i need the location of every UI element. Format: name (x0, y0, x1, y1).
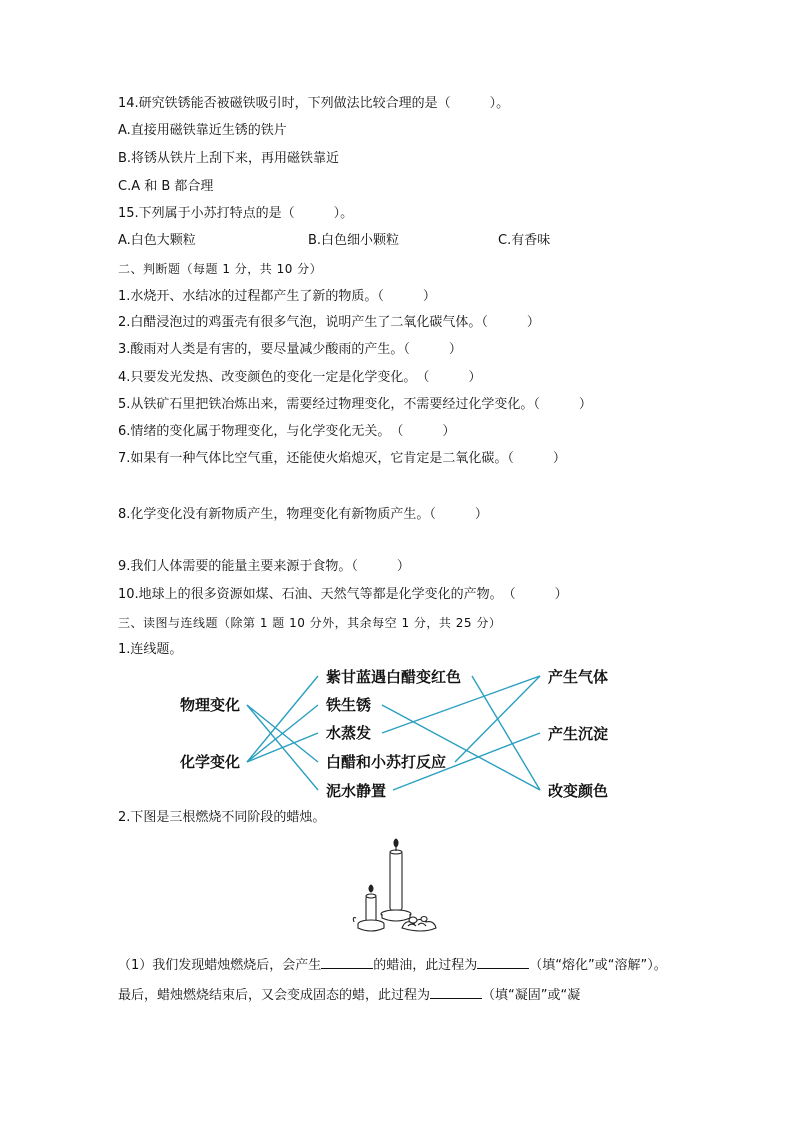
middle-label-3: 水蒸发 (326, 724, 372, 742)
candle-text-4: （填“凝固”或“凝 (482, 988, 581, 1003)
candles-illustration (352, 836, 442, 936)
question-15-option-a: A.白色大颗粒 (118, 233, 196, 248)
line-chemical-to-item3 (247, 733, 318, 762)
question-14-option-c: C.A 和 B 都合理 (118, 179, 214, 194)
question-14-option-b: B.将锈从铁片上刮下来，再用磁铁靠近 (118, 151, 340, 166)
middle-label-4: 白醋和小苏打反应 (326, 753, 447, 771)
candle-text-2: 的蜡油，此过程为 (373, 958, 478, 973)
candle-question-2-part-1 (118, 951, 678, 1011)
judge-item-1: 1.水烧开、水结冰的过程都产生了新的物质。（ ） (118, 289, 436, 304)
section-diagram-heading: 三、读图与连线题（除第 1 题 10 分外，其余每空 1 分，共 25 分） (118, 616, 502, 630)
judge-item-6: 6.情绪的变化属于物理变化，与化学变化无关。 （ ） (118, 424, 456, 439)
judge-item-7: 7.如果有一种气体比空气重，还能使火焰熄灭，它肯定是二氧化碳。（ ） (118, 451, 566, 466)
section-judge-heading: 二、判断题（每题 1 分，共 10 分） (118, 262, 323, 276)
diagram-question-1: 1.连线题。 (118, 642, 183, 657)
right-label-color: 改变颜色 (548, 782, 609, 800)
question-14-stem: 14.研究铁锈能否被磁铁吸引时，下列做法比较合理的是（ ）。 (118, 96, 510, 111)
left-label-chemical-change: 化学变化 (180, 753, 241, 771)
judge-item-3: 3.酸雨对人类是有害的，要尽量减少酸雨的产生。（ ） (118, 342, 462, 357)
answer-blank-1[interactable] (321, 954, 373, 969)
question-15-stem: 15.下列属于小苏打特点的是（ ）。 (118, 206, 354, 221)
judge-item-2: 2.白醋浸泡过的鸡蛋壳有很多气泡，说明产生了二氧化碳气体。（ ） (118, 315, 540, 330)
answer-blank-3[interactable] (430, 984, 482, 999)
line-item2-to-color (382, 705, 540, 790)
candle-text-3: （填“熔化”或“溶解”）。最后，蜡烛燃烧结束后，又会变成固态的蜡，此过程为 (118, 958, 667, 1003)
answer-blank-2[interactable] (477, 954, 529, 969)
middle-label-5: 泥水静置 (326, 782, 387, 800)
middle-label-1: 紫甘蓝遇白醋变红色 (326, 668, 462, 686)
left-label-physical-change: 物理变化 (180, 696, 241, 714)
right-label-precipitate: 产生沉淀 (548, 725, 609, 743)
question-15-option-b: B.白色细小颗粒 (308, 233, 400, 248)
line-chemical-to-item1 (247, 676, 318, 762)
middle-label-2: 铁生锈 (326, 696, 372, 714)
judge-item-9: 9.我们人体需要的能量主要来源于食物。（ ） (118, 559, 410, 574)
question-15-option-c: C.有香味 (498, 233, 551, 248)
judge-item-10: 10.地球上的很多资源如煤、石油、天然气等都是化学变化的产物。 （ ） (118, 587, 568, 602)
judge-item-8: 8.化学变化没有新物质产生，物理变化有新物质产生。（ ） (118, 507, 488, 522)
judge-item-4: 4.只要发光发热、改变颜色的变化一定是化学变化。 （ ） (118, 370, 482, 385)
judge-item-5: 5.从铁矿石里把铁冶炼出来，需要经过物理变化，不需要经过化学变化。（ ） (118, 397, 592, 412)
question-14-option-a: A.直接用磁铁靠近生锈的铁片 (118, 123, 287, 138)
line-item1-to-color (472, 676, 540, 790)
candle-question-2: 2.下图是三根燃烧不同阶段的蜡烛。 (118, 810, 326, 825)
candle-text-1: （1）我们发现蜡烛燃烧后，会产生 (118, 958, 322, 973)
right-label-gas: 产生气体 (548, 668, 609, 686)
